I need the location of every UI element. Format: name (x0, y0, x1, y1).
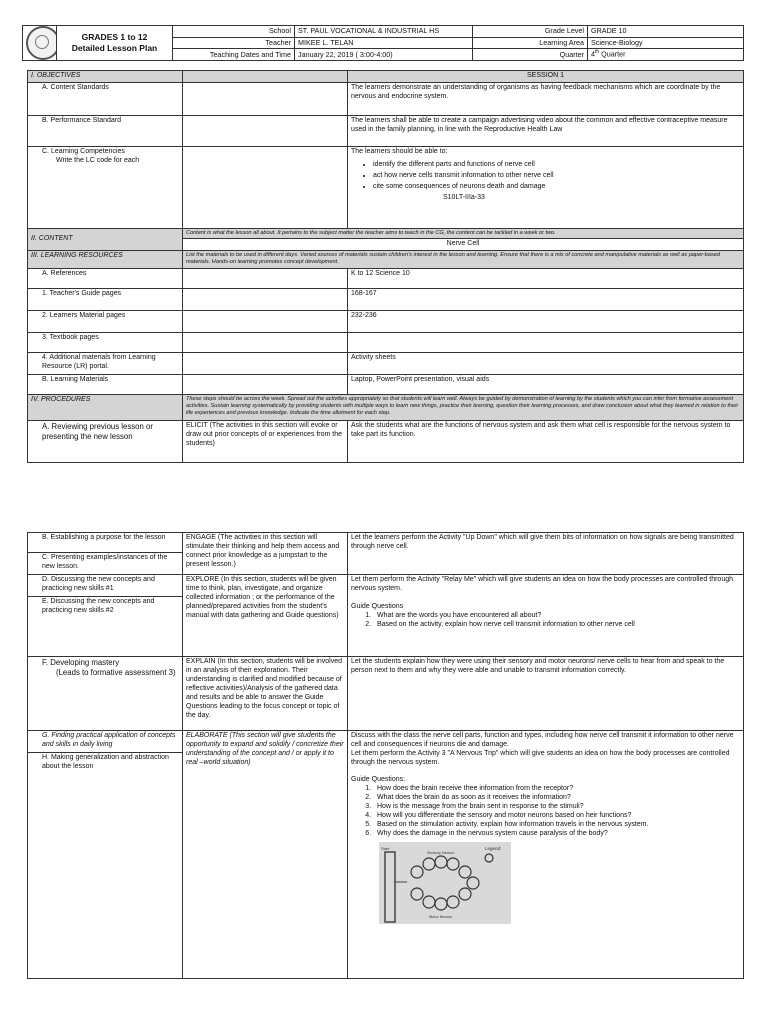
procedures-note: These steps should be across the week. Spread out the activities appropriately so that students will learn well. Always be guided by demonstration of learning by the students which you can infer from formative assessment activities. Sustain learning systematically by providing students with multiple ways to learn new things, practice their learning, question their learning processes, and draw conclusion about what they learned in relation to their life experiences and previous knowledge. Indicate the time allotment for each step. (183, 394, 744, 420)
neuron-path-diagram (379, 842, 511, 924)
engage-method: ENGAGE (The activities in this section will stimulate their thinking and help them access and connect prior knowledge as a jumpstart to the present lesson.) (183, 533, 348, 575)
list-item: • identify the different parts and functions of nerve cell (373, 161, 740, 170)
figure-legend-label: Legend: (485, 846, 502, 852)
tg-pages-label: 1. Teacher's Guide pages (28, 288, 183, 310)
materials-label: B. Learning Materials (28, 374, 183, 394)
materials-text: Laptop, PowerPoint presentation, visual aids (348, 374, 744, 394)
session-heading: SESSION 1 (348, 71, 744, 83)
area-label: Learning Area (473, 37, 588, 49)
list-item: 1. How does the brain receive thee information from the receptor? (373, 785, 740, 794)
seal-icon (26, 26, 57, 60)
discussing-1-label: D. Discussing the new concepts and practicing new skills #1 (28, 575, 183, 597)
area-value: Science-Biology (588, 37, 744, 49)
list-item: • cite some consequences of neurons death and damage (373, 183, 740, 192)
reviewing-label: A. Reviewing previous lesson or presenting the new lesson (28, 420, 183, 462)
dates-value: January 22, 2019 ( 3:00-4:00) (295, 49, 473, 61)
dates-label: Teaching Dates and Time (173, 49, 295, 61)
school-label: School (173, 26, 295, 38)
explore-method: EXPLORE (In this section, students will be given time to think, plan, investigate, and organize collected information ; or the performance of the planned/prepared activities from the student's manual with data gathering and Guide questions) (183, 575, 348, 657)
lm-pages-text: 232-236 (348, 310, 744, 332)
list-item: 5. Based on the stimulation activity, explain how information travels in the nervous system. (373, 821, 740, 830)
textbook-pages-text (348, 332, 744, 352)
purpose-label: B. Establishing a purpose for the lesson (28, 533, 183, 553)
figure-motor-label: Motor Neuron (429, 915, 453, 920)
generalization-label: H. Making generalization and abstraction about the lesson (28, 753, 183, 979)
content-standards-text: The learners demonstrate an understanding of organisms as having feedback mechanisms which are coordinate by the nervous and endocrine system. (348, 83, 744, 116)
procedures-heading: IV. PROCEDURES (28, 394, 183, 420)
content-topic: Nerve Cell (183, 238, 744, 250)
application-label: G. Finding practical application of concepts and skills in daily living (28, 731, 183, 753)
figure-sensory-label: Sensory Neuron (427, 851, 455, 856)
quarter-value: 4th Quarter (588, 49, 744, 61)
mastery-label: F. Developing mastery (Leads to formative assessment 3) (28, 657, 183, 731)
lr-portal-text: Activity sheets (348, 352, 744, 374)
references-label: A. References (28, 268, 183, 288)
figure-start-label: Start (381, 846, 390, 852)
teacher-value: MIKEE L. TELAN (295, 37, 473, 49)
list-item: 6. Why does the damage in the nervous system cause paralysis of the body? (373, 830, 740, 839)
list-item: 1. What are the words you have encountered all about? (373, 612, 740, 621)
school-value: ST. PAUL VOCATIONAL & INDUSTRIAL HS (295, 26, 473, 38)
content-standards-label: A. Content Standards (28, 83, 183, 116)
resources-heading: III. LEARNING RESOURCES (28, 250, 183, 268)
grade-label: Grade Level (473, 26, 588, 38)
competencies-text: The learners should be able to: • identify the different parts and functions of nerve cell • act how nerve cells transmit information to other nerve cell • cite some consequences of neurons death and damage S10LT-IIIa-33 (348, 147, 744, 229)
tg-pages-text: 168-167 (348, 288, 744, 310)
elicit-text: Ask the students what are the functions of nervous system and ask them what cell is responsible for the nervous system to take part its function. (348, 420, 744, 462)
elaborate-questions (351, 785, 740, 839)
discussing-2-label: E. Discussing the new concepts and practicing new skills #2 (28, 597, 183, 657)
examples-label: C. Presenting examples/instances of the new lesson. (28, 553, 183, 575)
grade-value: GRADE 10 (588, 26, 744, 38)
list-item: 2. Based on the activity, explain how nerve cell transmit information to other nerve cell (373, 621, 740, 630)
explore-text: Let them perform the Activity "Relay Me" which will give students an idea on how the body processes are controlled through nervous system. Guide Questions 1. What are the words you have encountered all about? 2. Based on the activity, explain how nerve cell transmit information to other nerve cell (348, 575, 744, 657)
explore-questions (351, 612, 740, 630)
nervous-trip-figure (379, 842, 511, 924)
content-heading: II. CONTENT (28, 229, 183, 251)
explain-method: EXPLAIN (In this section, students will be involved in an analysis of their exploration. Their understanding is clarified and modified because of reflective activities)/Analysis of the gathered data and results and be able to answer the Guide Questions leading to the focus concept or topic of the day. (183, 657, 348, 731)
competency-list (351, 161, 740, 192)
performance-standard-label: B. Performance Standard (28, 116, 183, 147)
quarter-label: Quarter (473, 49, 588, 61)
elicit-method: ELICIT (The activities in this section will evoke or draw out prior concepts of or experiences from the students) (183, 420, 348, 462)
textbook-pages-label: 3. Textbook pages (28, 332, 183, 352)
page1-table (27, 70, 744, 463)
performance-standard-text: The learners shall be able to create a campaign advertising video about the common and effective contraceptive measure used in the family planning, in line with the Reproductive Health Law (348, 116, 744, 147)
elaborate-text: Discuss with the class the nerve cell parts, function and types, including how nerve cell transmit it information to other nerve cell and consequences if neurons die and damage. Let them perform the Activity 3 "A Nervous Trip" which will give students an idea on how the body processes are controlled through the nervous system. Guide Questions: 1. How does the brain receive thee information from the receptor? 2. What does the brain do as soon as it receives the information? 3. How is the message from the brain sent in response to the stimuli? 4. How will you differentiate the sensory and motor neurons based on heir functions? 5. Based on the stimulation activity, explain how information travels in the nervous system. 6. Why does the damage in the nervous system cause paralysis of the body? Legend: Start Sensory Neuron Motor Neuron (348, 731, 744, 979)
resources-note: List the materials to be used in different days. Varied sources of materials sustain children's interest in the lesson and learning. Ensure that there is a mix of concrete and manipulative materials as well as paper-based materials. Hands-on learning promotes concept development. (183, 250, 744, 268)
teacher-label: Teacher (173, 37, 295, 49)
competencies-label: C. Learning Competencies Write the LC code for each (28, 147, 183, 229)
page2-table (27, 532, 744, 979)
lc-code: S10LT-IIIa-33 (443, 193, 485, 201)
objectives-heading: I. OBJECTIVES (28, 71, 183, 83)
list-item: 3. How is the message from the brain sent in response to the stimuli? (373, 803, 740, 812)
list-item: • act how nerve cells transmit information to other nerve cell (373, 172, 740, 181)
deped-seal (23, 26, 57, 61)
list-item: 4. How will you differentiate the sensory and motor neurons based on heir functions? (373, 812, 740, 821)
engage-text: Let the learners perform the Activity "Up Down" which will give them bits of information on how signals are being transmitted through nerve cell. (348, 533, 744, 575)
references-text: K to 12 Science 10 (348, 268, 744, 288)
lm-pages-label: 2. Learners Material pages (28, 310, 183, 332)
lr-portal-label: 4. Additional materials from Learning Resource (LR) portal. (28, 352, 183, 374)
elaborate-method: ELABORATE (This section will give students the opportunity to expand and solidify / concretize their understanding of the concept and / or apply it to real –world situation) (183, 731, 348, 979)
list-item: 2. What does the brain do as soon as it receives the information? (373, 794, 740, 803)
header-table (22, 25, 744, 61)
plan-title: GRADES 1 to 12 Detailed Lesson Plan (57, 26, 173, 61)
explain-text: Let the students explain how they were using their sensory and motor neurons/ nerve cells to hear from and speak to the person next to them and why they were able and unable to transmit information correctly. (348, 657, 744, 731)
content-note: Content is what the lesson all about. It pertains to the subject matter the teacher aims to teach in the CG, the content can be tackled in a week or two. (183, 229, 744, 239)
